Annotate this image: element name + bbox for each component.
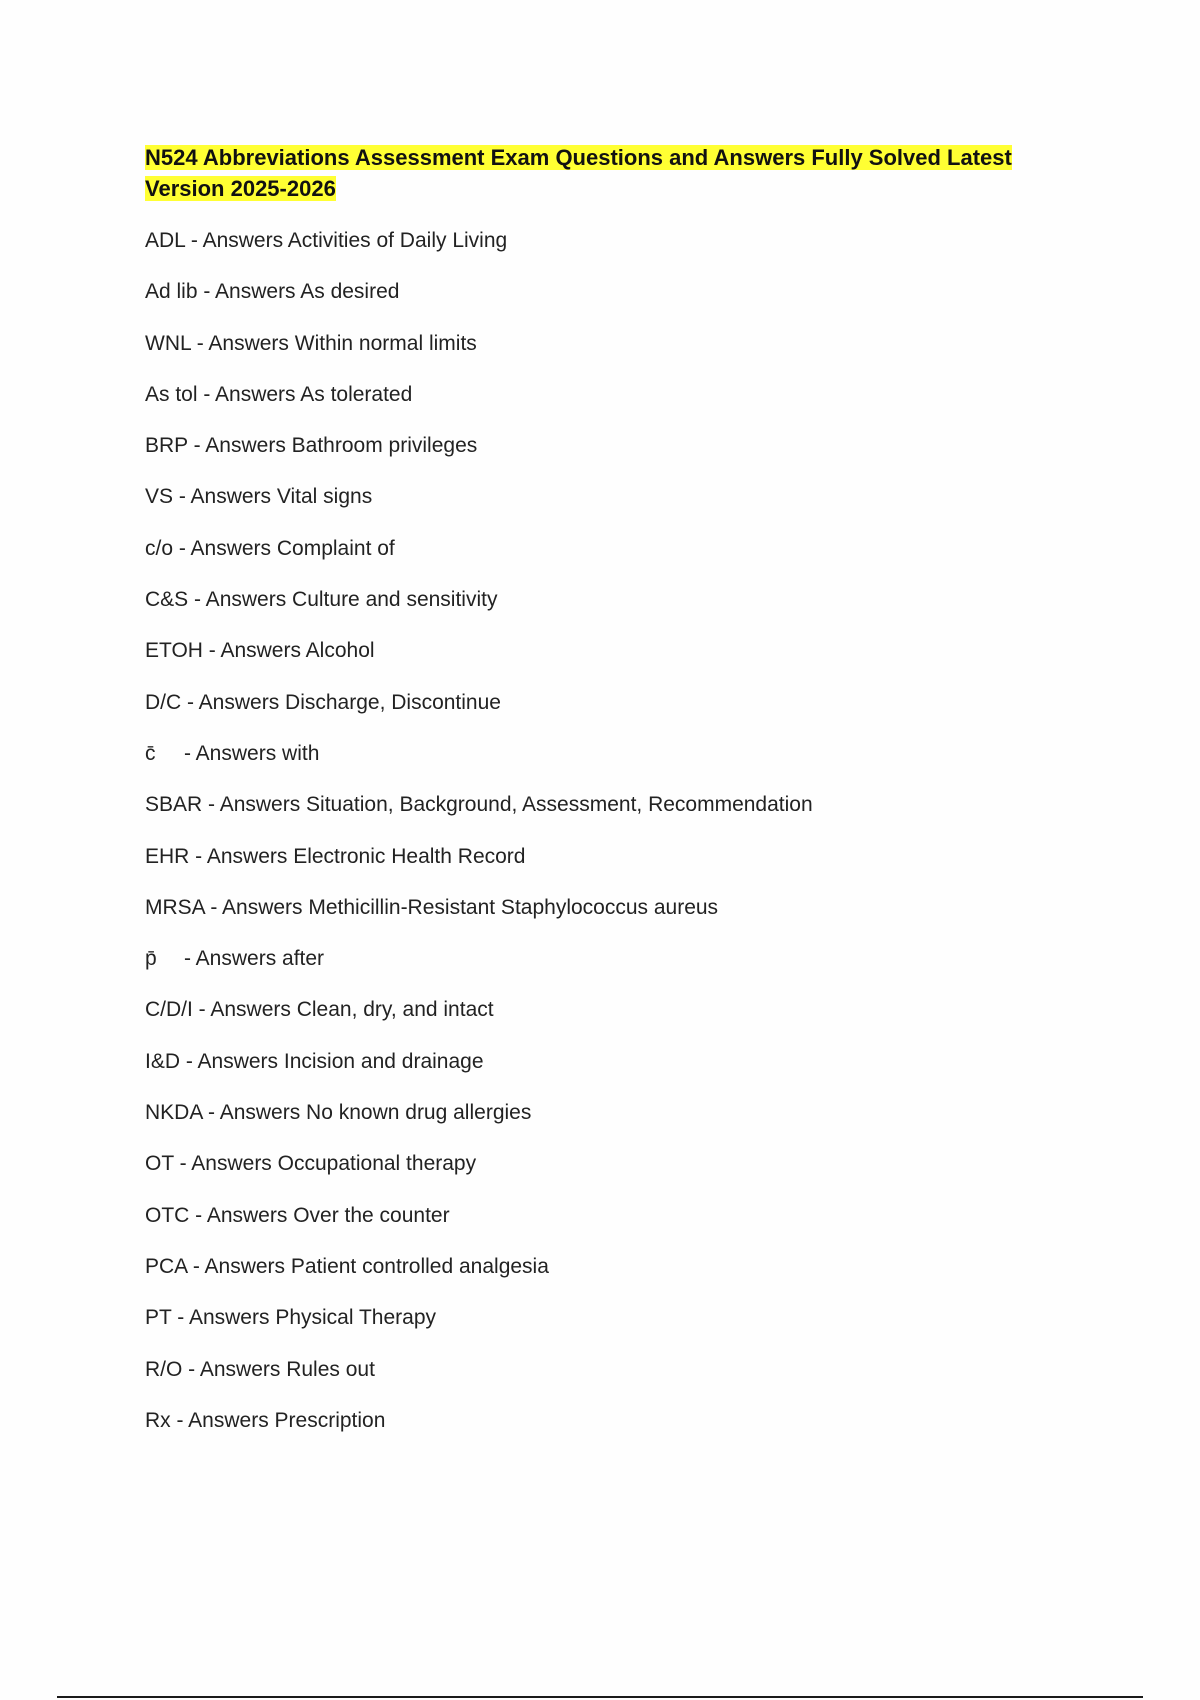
list-item — [145, 1097, 813, 1148]
list-item — [145, 328, 813, 379]
list-item — [145, 892, 813, 943]
entry-text: OTC - Answers Over the counter — [145, 1203, 450, 1227]
entry-text: R/O - Answers Rules out — [145, 1357, 375, 1381]
list-item — [145, 1148, 813, 1199]
list-item — [145, 943, 813, 994]
list-item — [145, 687, 813, 738]
list-item — [145, 994, 813, 1045]
footer-divider — [57, 1696, 1143, 1698]
abbreviation-list — [145, 225, 813, 1456]
entry-text: As tol - Answers As tolerated — [145, 382, 413, 406]
list-item — [145, 1200, 813, 1251]
list-item — [145, 1354, 813, 1405]
entry-text: BRP - Answers Bathroom privileges — [145, 434, 478, 458]
list-item — [145, 584, 813, 635]
entry-text: C/D/I - Answers Clean, dry, and intact — [145, 998, 494, 1022]
list-item — [145, 430, 813, 481]
list-item — [145, 789, 813, 840]
entry-text: PT - Answers Physical Therapy — [145, 1306, 437, 1330]
entry-text: D/C - Answers Discharge, Discontinue — [145, 690, 501, 714]
list-item — [145, 635, 813, 686]
entry-text: PCA - Answers Patient controlled analgesia — [145, 1254, 549, 1278]
entry-text: EHR - Answers Electronic Health Record — [145, 844, 526, 868]
list-item — [145, 379, 813, 430]
title-highlight: N524 Abbreviations Assessment Exam Questions and Answers Fully Solved Latest Version 2025-2026 — [145, 145, 1012, 201]
list-item — [145, 1251, 813, 1302]
list-item — [145, 1405, 813, 1456]
entry-text: Ad lib - Answers As desired — [145, 280, 400, 304]
entry-text: MRSA - Answers Methicillin-Resistant Staphylococcus aureus — [145, 895, 719, 919]
entry-text: Rx - Answers Prescription — [145, 1408, 386, 1432]
list-item — [145, 841, 813, 892]
list-item — [145, 225, 813, 276]
entry-text: I&D - Answers Incision and drainage — [145, 1049, 484, 1073]
entry-text: OT - Answers Occupational therapy — [145, 1152, 477, 1176]
entry-text: ADL - Answers Activities of Daily Living — [145, 229, 508, 252]
entry-text: VS - Answers Vital signs — [145, 485, 373, 509]
entry-text: - Answers after — [184, 947, 325, 971]
entry-text: - Answers with — [184, 741, 320, 765]
list-item — [145, 1046, 813, 1097]
entry-text: SBAR - Answers Situation, Background, Assessment, Recommendation — [145, 793, 813, 817]
entry-symbol: c̄ — [145, 741, 156, 765]
entry-text: ETOH - Answers Alcohol — [145, 639, 375, 663]
entry-text: c/o - Answers Complaint of — [145, 536, 395, 560]
list-item — [145, 276, 813, 327]
list-item — [145, 738, 813, 789]
list-item — [145, 481, 813, 532]
list-item — [145, 533, 813, 584]
entry-text: NKDA - Answers No known drug allergies — [145, 1101, 532, 1125]
entry-text: WNL - Answers Within normal limits — [145, 331, 477, 355]
entry-symbol: p̄ — [145, 947, 157, 971]
document-title — [145, 142, 1080, 204]
entry-text: C&S - Answers Culture and sensitivity — [145, 588, 498, 612]
list-item — [145, 1302, 813, 1353]
